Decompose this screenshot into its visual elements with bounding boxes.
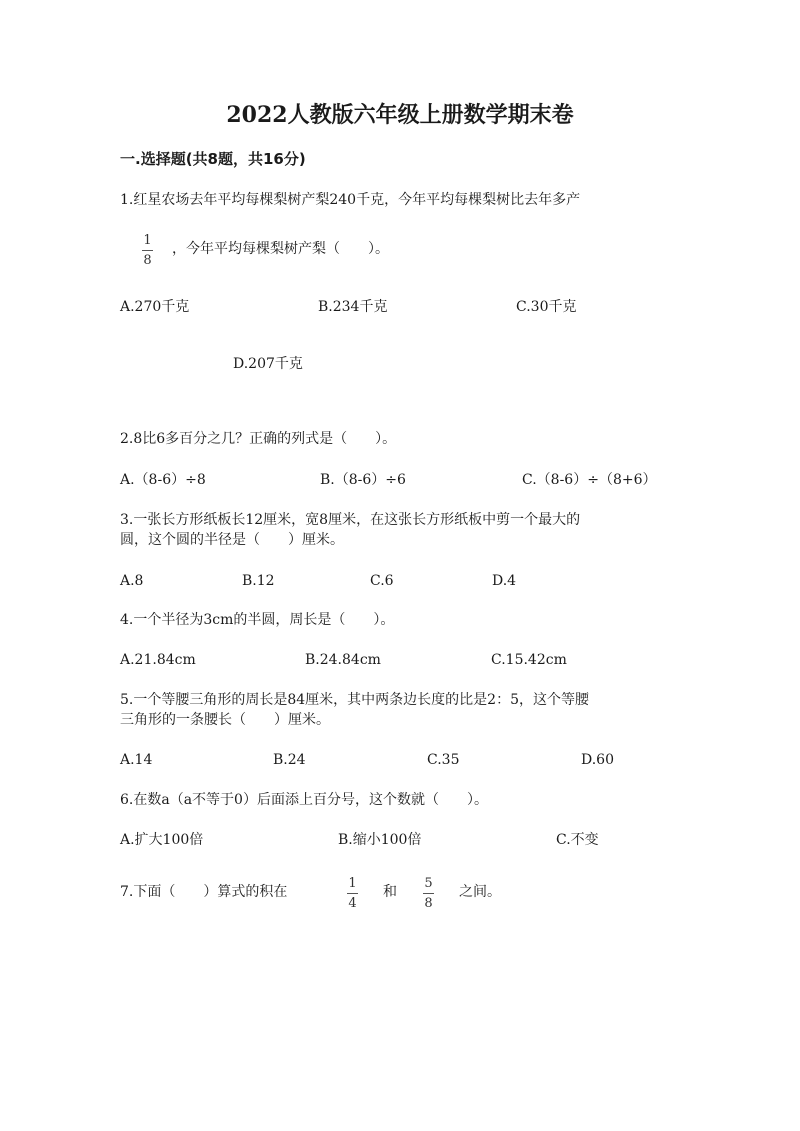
q5-option-b[interactable]: B.24 bbox=[273, 752, 306, 768]
q4-option-c[interactable]: C.15.42cm bbox=[491, 652, 567, 668]
q7-text-part3: 之间。 bbox=[459, 884, 501, 900]
q3-option-d[interactable]: D.4 bbox=[492, 573, 517, 589]
q3-option-b[interactable]: B.12 bbox=[242, 573, 275, 589]
q5-option-d[interactable]: D.60 bbox=[581, 752, 614, 768]
q2-option-a[interactable]: A.（8-6）÷8 bbox=[120, 472, 206, 488]
q4-option-a[interactable]: A.21.84cm bbox=[120, 652, 196, 668]
q2-text: 2.8比6多百分之几？正确的列式是（ ）。 bbox=[120, 431, 397, 447]
page-title: 2022人教版六年级上册数学期末卷 bbox=[226, 102, 574, 128]
q1-text-line1: 1.红星农场去年平均每棵梨树产梨240千克，今年平均每棵梨树比去年多产 bbox=[120, 192, 581, 208]
q1-option-a[interactable]: A.270千克 bbox=[120, 299, 190, 315]
q7-fraction-1-numerator: 1 bbox=[348, 876, 357, 891]
q7-fraction-1 bbox=[347, 876, 358, 911]
section-heading: 一.选择题(共8题，共16分) bbox=[120, 150, 306, 168]
q7-fraction-2 bbox=[423, 876, 434, 911]
q3-option-c[interactable]: C.6 bbox=[370, 573, 394, 589]
q7-fraction-2-numerator: 5 bbox=[424, 876, 433, 891]
q6-text: 6.在数a（a不等于0）后面添上百分号，这个数就（ ）。 bbox=[120, 792, 488, 808]
q3-text-line2: 圆，这个圆的半径是（ ）厘米。 bbox=[120, 532, 344, 548]
q6-option-b[interactable]: B.缩小100倍 bbox=[338, 832, 422, 848]
q1-fraction-denominator: 8 bbox=[143, 253, 152, 268]
fraction-bar bbox=[423, 893, 434, 894]
q7-fraction-2-denominator: 8 bbox=[424, 896, 433, 911]
q3-option-a[interactable]: A.8 bbox=[120, 573, 144, 589]
q5-option-c[interactable]: C.35 bbox=[427, 752, 460, 768]
q7-text-part2: 和 bbox=[383, 884, 397, 900]
q5-text-line1: 5.一个等腰三角形的周长是84厘米，其中两条边长度的比是2：5，这个等腰 bbox=[120, 692, 589, 708]
q4-text: 4.一个半径为3cm的半圆，周长是（ ）。 bbox=[120, 612, 395, 628]
q4-option-b[interactable]: B.24.84cm bbox=[305, 652, 381, 668]
q1-fraction-numerator: 1 bbox=[143, 233, 152, 248]
q2-option-c[interactable]: C.（8-6）÷（8+6） bbox=[522, 472, 657, 488]
q1-text-line2: ，今年平均每棵梨树产梨（ ）。 bbox=[172, 241, 389, 257]
q6-option-c[interactable]: C.不变 bbox=[556, 832, 599, 848]
q1-option-b[interactable]: B.234千克 bbox=[318, 299, 388, 315]
q1-fraction bbox=[142, 233, 153, 268]
q1-option-d[interactable]: D.207千克 bbox=[233, 356, 303, 372]
fraction-bar bbox=[347, 893, 358, 894]
q7-fraction-1-denominator: 4 bbox=[348, 896, 357, 911]
q7-text-part1: 7.下面（ ）算式的积在 bbox=[120, 884, 288, 900]
q5-text-line2: 三角形的一条腰长（ ）厘米。 bbox=[120, 712, 330, 728]
q3-text-line1: 3.一张长方形纸板长12厘米，宽8厘米，在这张长方形纸板中剪一个最大的 bbox=[120, 512, 581, 528]
fraction-bar bbox=[142, 250, 153, 251]
q6-option-a[interactable]: A.扩大100倍 bbox=[120, 832, 204, 848]
q5-option-a[interactable]: A.14 bbox=[120, 752, 153, 768]
q2-option-b[interactable]: B.（8-6）÷6 bbox=[320, 472, 406, 488]
q1-option-c[interactable]: C.30千克 bbox=[516, 299, 577, 315]
